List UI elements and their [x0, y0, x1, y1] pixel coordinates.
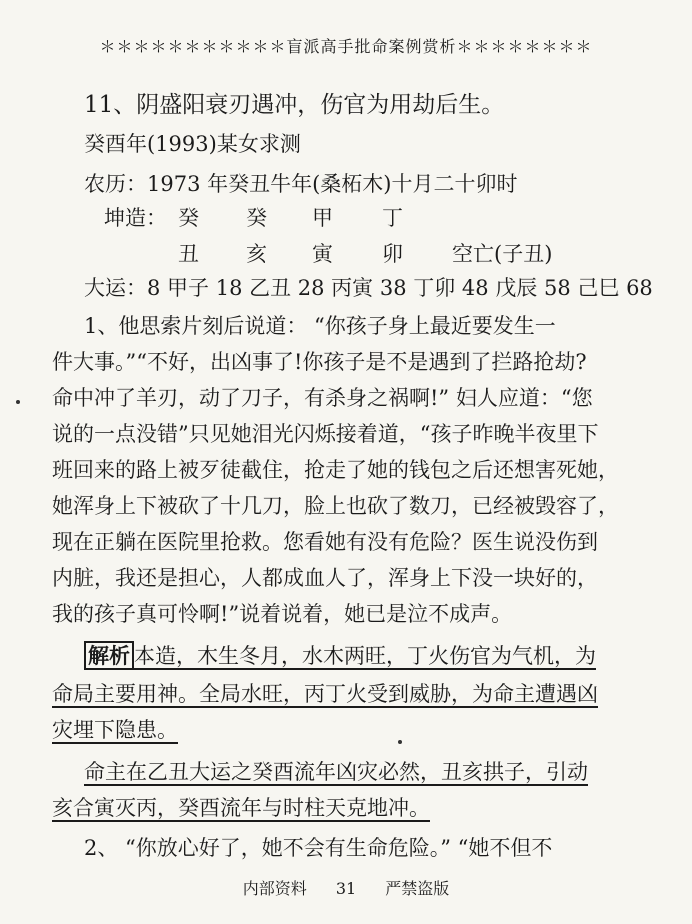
chart-stem: 癸 [246, 206, 267, 230]
chart-stem: 丁 [382, 206, 403, 230]
analysis-line: 亥合寅灭丙，癸酉流年与时柱天克地冲。 [52, 796, 430, 820]
body-line: 件大事。”“不好，出凶事了!你孩子是不是遇到了拦路抢劫? [52, 350, 587, 374]
chart-branch: 寅 [312, 242, 333, 266]
analysis-line: 命局主要用神。全局水旺，丙丁火受到威胁，为命主遭遇凶 [52, 682, 598, 706]
body-line: 命中冲了羊刃，动了刀子，有杀身之祸啊!” 妇人应道：“您 [52, 386, 593, 410]
body-line: 1、他思索片刻后说道： “你孩子身上最近要发生一 [84, 314, 556, 338]
analysis-line [84, 640, 596, 670]
subject-line: 癸酉年(1993)某女求测 [84, 132, 301, 156]
case-title: 11、阴盛阳衰刃遇冲，伤官为用劫后生。 [84, 92, 505, 118]
chart-stem: 癸 [178, 206, 199, 230]
body-line: 我的孩子真可怜啊!”说着说着，她已是泣不成声。 [52, 602, 513, 626]
body-line: 说的一点没错”只见她泪光闪烁接着道，“孩子昨晚半夜里下 [52, 422, 599, 446]
body-line: 她浑身上下被砍了十几刀，脸上也砍了数刀，已经被毁容了， [52, 494, 619, 518]
page-number: 31 [335, 879, 357, 898]
analysis-tag: 解析 [84, 641, 134, 670]
dayun-line: 大运：8 甲子 18 乙丑 28 丙寅 38 丁卯 48 戊辰 58 己巳 68 [84, 276, 653, 300]
footer-internal: 内部资料 [242, 879, 307, 898]
analysis-line: 灾埋下隐患。 [52, 718, 178, 742]
analysis-line: 命主在乙丑大运之癸酉流年凶灾必然，丑亥拱子，引动 [84, 760, 588, 784]
chart-stem: 甲 [312, 206, 333, 230]
body-line: 班回来的路上被歹徒截住，抢走了她的钱包之后还想害死她， [52, 458, 619, 482]
scan-speck [16, 400, 20, 404]
page-footer [0, 876, 692, 899]
page-header: ＊＊＊＊＊＊＊＊＊＊＊盲派高手批命案例赏析＊＊＊＊＊＊＊＊ [99, 37, 593, 56]
body-line: 现在正躺在医院里抢救。您看她有没有危险？医生说没伤到 [52, 530, 598, 554]
chart-void: 空亡(子丑) [452, 242, 553, 266]
body-line: 2、 “你放心好了，她不会有生命危险。” “她不但不 [84, 836, 553, 860]
scan-speck [398, 740, 402, 744]
lunar-date-line: 农历：1973 年癸丑牛年(桑柘木)十月二十卯时 [84, 172, 518, 196]
chart-label: 坤造： [104, 206, 167, 230]
chart-branch: 卯 [382, 242, 403, 266]
footer-copyright: 严禁盗版 [385, 879, 450, 898]
analysis-text: 本造，木生冬月，水木两旺，丁火伤官为气机，为 [134, 644, 596, 668]
chart-branch: 亥 [246, 242, 267, 266]
chart-branch: 丑 [178, 242, 199, 266]
body-line: 内脏，我还是担心，人都成血人了，浑身上下没一块好的， [52, 566, 598, 590]
